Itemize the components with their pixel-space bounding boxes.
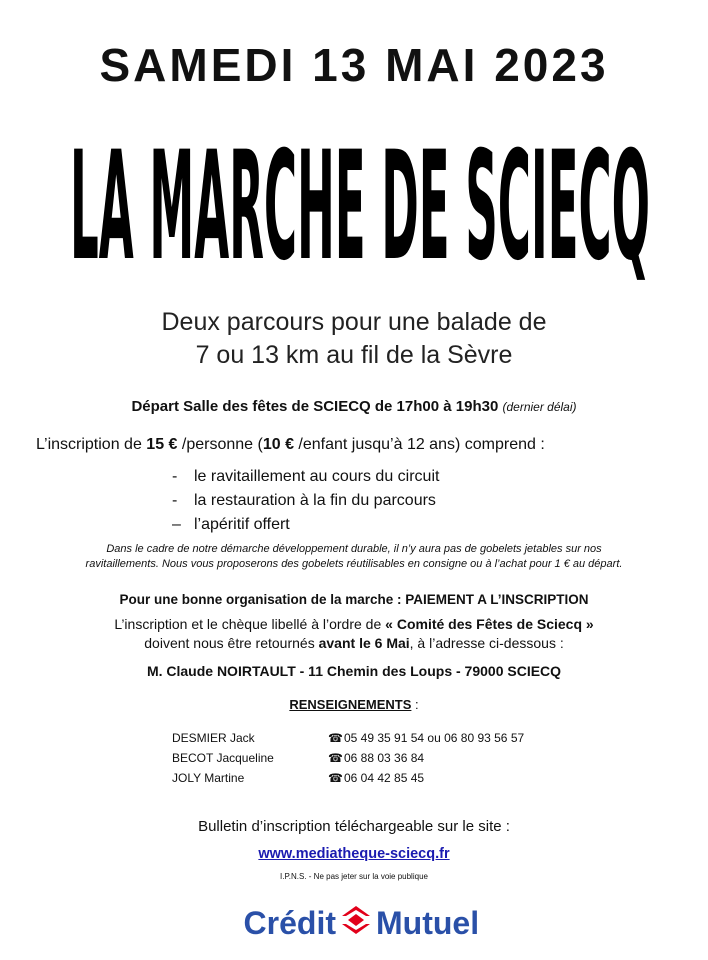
credit-mutuel-logo — [214, 898, 514, 946]
contact-name: JOLY Martine — [172, 771, 245, 785]
cheque-text: L’inscription et le chèque libellé à l’ordre de — [114, 616, 386, 632]
contact-phone: 06 04 42 85 45 — [344, 771, 425, 785]
list-dash: – — [172, 516, 181, 533]
contact-phone: 05 49 35 91 54 ou 06 80 93 56 57 — [344, 731, 525, 745]
subtitle-line-1: Deux parcours pour une balade de — [161, 308, 547, 336]
event-title-wordart — [60, 98, 660, 298]
telephone-icon: ☎ — [328, 751, 343, 765]
logo-text-part-1: Crédit — [243, 905, 336, 941]
event-title-text: LA MARCHE DE SCIECQ — [69, 119, 650, 295]
child-price: 10 € — [262, 436, 294, 453]
departure-info — [0, 398, 708, 415]
logo-text-part-2: Mutuel — [376, 905, 480, 941]
list-item — [172, 490, 439, 514]
contact-name: BECOT Jacqueline — [172, 751, 274, 765]
subtitle — [0, 306, 708, 372]
adult-price: 15 € — [146, 436, 178, 453]
sponsor-logo-svg — [214, 898, 514, 946]
mailing-address: M. Claude NOIRTAULT - 11 Chemin des Loups - 79000 SCIECQ — [146, 663, 562, 679]
contact-row — [172, 771, 572, 785]
ipns-note: I.P.N.S. - Ne pas jeter sur la voie publique — [280, 872, 428, 881]
list-item-text: la restauration à la fin du parcours — [194, 492, 436, 509]
cheque-instructions-line-2 — [0, 635, 708, 651]
registration-form-note: Bulletin d’inscription téléchargeable sur le site : — [198, 818, 510, 835]
website-link[interactable]: www.mediatheque-sciecq.fr — [258, 846, 450, 862]
telephone-icon: ☎ — [328, 771, 343, 785]
cheque-instructions-line-1 — [0, 616, 708, 632]
info-heading-colon: : — [411, 697, 419, 712]
list-item-text: l’apéritif offert — [194, 516, 290, 533]
subtitle-line-2: 7 ou 13 km au fil de la Sèvre — [195, 341, 513, 369]
contact-row — [172, 731, 572, 745]
info-heading-label: RENSEIGNEMENTS — [289, 697, 412, 712]
event-title — [60, 98, 660, 298]
contact-row — [172, 751, 572, 765]
registration-price — [36, 436, 545, 454]
eco-note-line-2: ravitaillements. Nous vous proposerons des gobelets réutilisables en consigne ou à l’achat pour 1 € au départ. — [85, 558, 623, 570]
list-item — [172, 466, 439, 490]
contact-phone: 06 88 03 36 84 — [344, 751, 425, 765]
cheque-text: , à l’adresse ci-dessous : — [409, 635, 564, 651]
info-heading — [0, 697, 708, 712]
registration-prefix: L’inscription de — [36, 436, 147, 453]
list-dash: - — [172, 492, 178, 509]
contact-name: DESMIER Jack — [172, 731, 255, 745]
event-date: SAMEDI 13 MAI 2023 — [99, 39, 609, 91]
included-list — [172, 466, 439, 538]
eco-note-line-1: Dans le cadre de notre démarche développement durable, il n’y aura pas de gobelets jetables sur nos — [106, 543, 602, 555]
list-dash: - — [172, 468, 178, 485]
cheque-deadline: avant le 6 Mai — [318, 635, 410, 651]
eco-note — [40, 542, 668, 572]
credit-mutuel-emblem-icon — [342, 906, 370, 934]
cheque-payee: « Comité des Fêtes de Sciecq » — [385, 616, 594, 632]
payment-notice: Pour une bonne organisation de la marche : PAIEMENT A L’INSCRIPTION — [119, 592, 589, 607]
telephone-icon: ☎ — [328, 731, 343, 745]
cheque-text: doivent nous être retournés — [144, 635, 319, 651]
registration-suffix: /enfant jusqu’à 12 ans) comprend : — [293, 436, 545, 453]
list-item — [172, 514, 439, 538]
registration-middle: /personne ( — [177, 436, 263, 453]
departure-text: Départ Salle des fêtes de SCIECQ de 17h00 à 19h30 — [131, 398, 499, 415]
list-item-text: le ravitaillement au cours du circuit — [194, 468, 440, 485]
departure-deadline-note: (dernier délai) — [502, 400, 577, 414]
